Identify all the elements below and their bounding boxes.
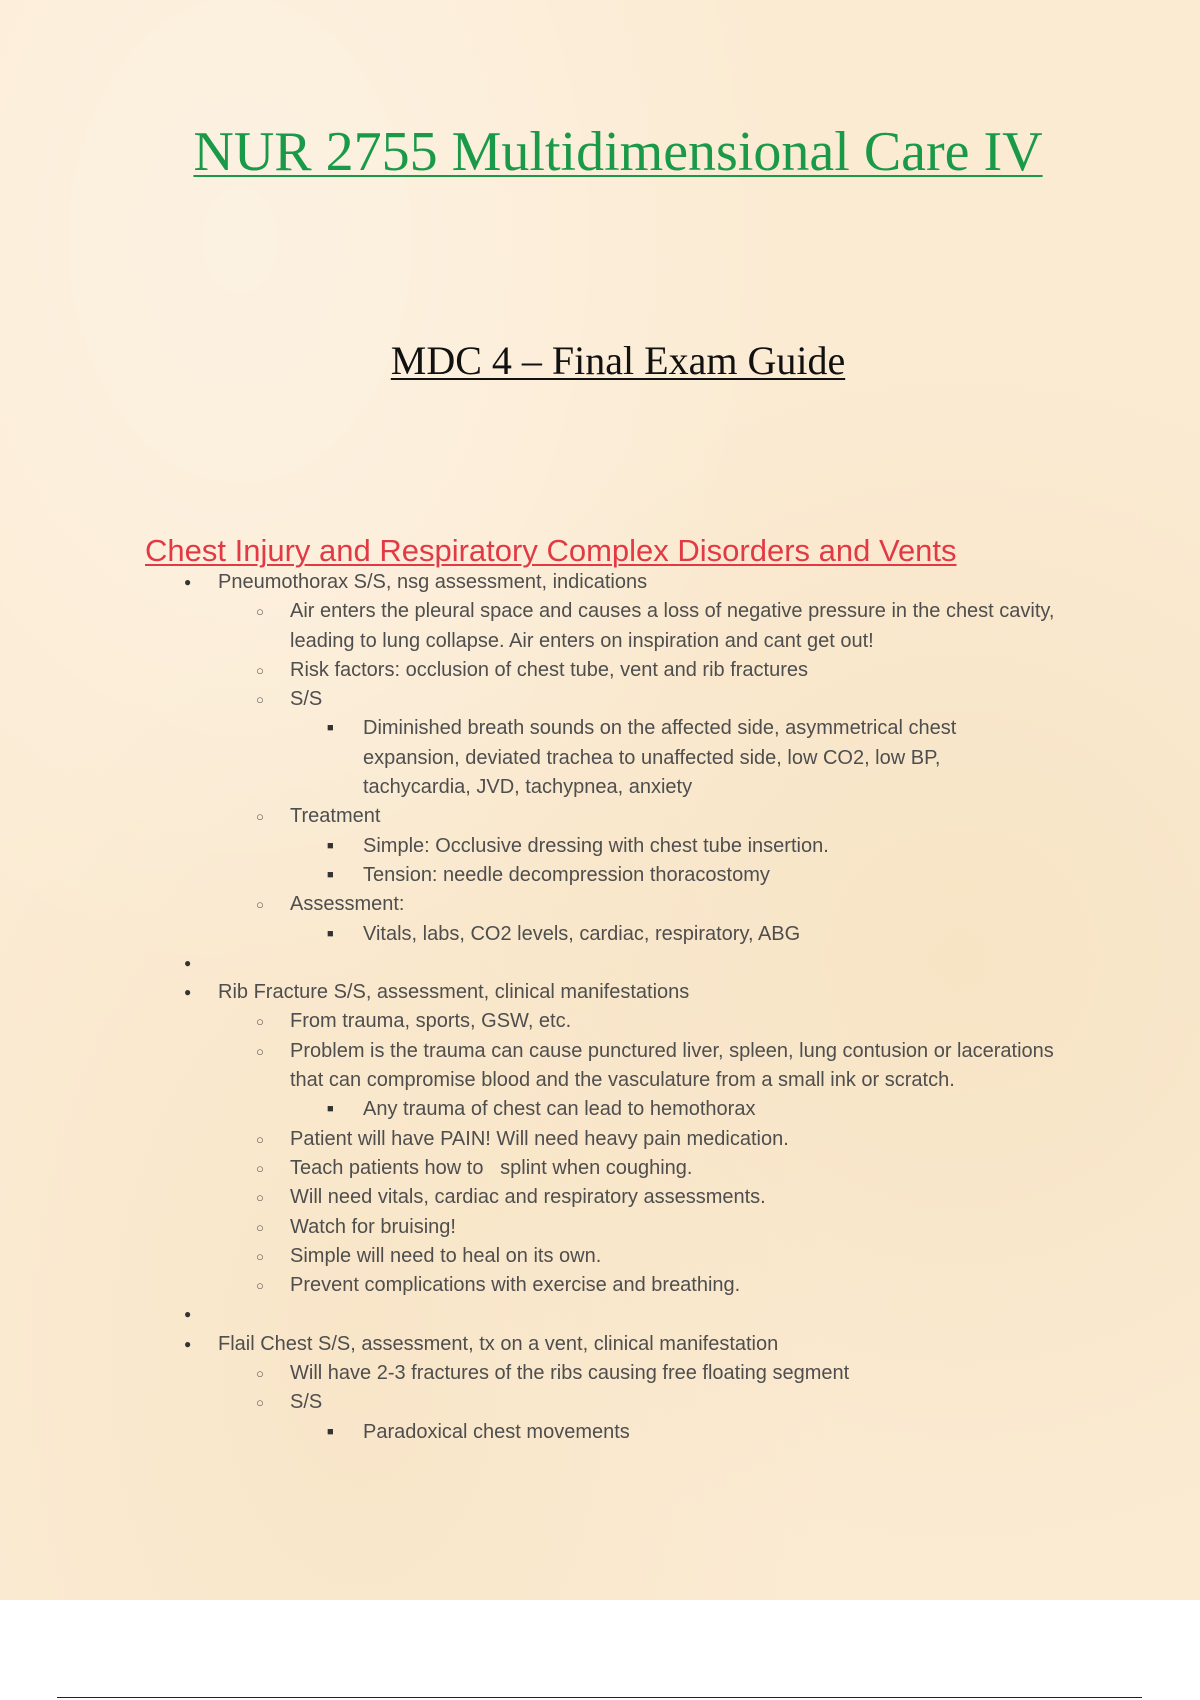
detail-text: Simple will need to heal on its own. xyxy=(290,1244,602,1267)
topic-heading: Flail Chest S/S, assessment, tx on a vent, clinical manifestation xyxy=(218,1332,779,1355)
sub-detail-text: Tension: needle decompression thoracostomy xyxy=(363,863,770,886)
detail-item xyxy=(0,1154,1076,1183)
detail-item xyxy=(0,1037,1076,1125)
detail-text: Will need vitals, cardiac and respiratory assessments. xyxy=(290,1186,766,1209)
sub-detail-text: Paradoxical chest movements xyxy=(363,1420,630,1443)
sub-detail-list xyxy=(0,832,1076,891)
detail-text: Prevent complications with exercise and breathing. xyxy=(290,1274,741,1297)
detail-text: S/S xyxy=(290,1391,323,1414)
detail-text: Assessment: xyxy=(290,893,405,916)
detail-text: S/S xyxy=(290,688,323,711)
topic-heading: Pneumothorax S/S, nsg assessment, indications xyxy=(218,571,648,593)
detail-item xyxy=(0,1271,1076,1300)
document-subtitle: MDC 4 – Final Exam Guide xyxy=(390,338,846,383)
detail-item xyxy=(0,1388,1076,1447)
sub-detail-list xyxy=(0,920,1076,949)
detail-list xyxy=(0,1007,1078,1300)
spacer xyxy=(0,1300,860,1329)
detail-list xyxy=(0,597,1078,949)
sub-detail-text: Any trauma of chest can lead to hemothorax xyxy=(363,1098,756,1121)
sub-detail-text: Simple: Occlusive dressing with chest tube insertion. xyxy=(363,834,829,857)
detail-item xyxy=(0,685,1076,802)
sub-detail-text: Diminished breath sounds on the affected side, asymmetrical chest expansion, deviated trachea to unaffected side, low CO2, low BP, tachycardia, JVD, tachypnea, anxiety xyxy=(363,717,957,799)
detail-item xyxy=(0,1359,1076,1388)
detail-item xyxy=(0,890,1076,949)
detail-item xyxy=(0,1242,1076,1271)
sub-detail-list xyxy=(0,1418,1076,1447)
spacer xyxy=(0,949,860,978)
detail-text: Problem is the trauma can cause punctured liver, spleen, lung contusion or lacerations that can compromise blood and the vasculature from a small ink or scratch. xyxy=(290,1039,1054,1092)
detail-item xyxy=(0,656,1076,685)
sub-detail-item xyxy=(0,714,1023,802)
footer-divider xyxy=(57,1697,1142,1698)
sub-detail-item xyxy=(0,1418,1023,1447)
detail-list xyxy=(0,1359,1078,1447)
sub-detail-item xyxy=(0,832,1023,861)
detail-text: Will have 2-3 fractures of the ribs causing free floating segment xyxy=(290,1362,850,1385)
detail-text: Watch for bruising! xyxy=(290,1215,456,1238)
topic-rib-fracture xyxy=(0,978,1078,1300)
detail-text: Teach patients how to splint when coughing. xyxy=(290,1156,693,1179)
sub-detail-item xyxy=(0,1095,1023,1124)
detail-item xyxy=(0,1007,1076,1036)
detail-text: Patient will have PAIN! Will need heavy pain medication. xyxy=(290,1127,789,1150)
sub-detail-text: Vitals, labs, CO2 levels, cardiac, respiratory, ABG xyxy=(363,922,801,945)
topic-flail-chest xyxy=(0,1330,1078,1447)
detail-item xyxy=(0,1183,1076,1212)
page-title: NUR 2755 Multidimensional Care IV xyxy=(193,121,1043,183)
detail-text: From trauma, sports, GSW, etc. xyxy=(290,1010,572,1033)
detail-item xyxy=(0,597,1076,656)
detail-item xyxy=(0,802,1076,890)
sub-detail-list xyxy=(0,714,1076,802)
detail-text: Air enters the pleural space and causes a loss of negative pressure in the chest cavity, leading to lung collapse. Air enters on inspiration and cant get out! xyxy=(290,600,1055,652)
detail-item xyxy=(0,1213,1076,1242)
topic-heading: Rib Fracture S/S, assessment, clinical manifestations xyxy=(218,981,690,1004)
topic-list xyxy=(0,568,1200,1447)
detail-text: Risk factors: occlusion of chest tube, vent and rib fractures xyxy=(290,658,809,681)
detail-item xyxy=(0,1125,1076,1154)
section-heading: Chest Injury and Respiratory Complex Disorders and Vents xyxy=(145,533,957,568)
detail-text: Treatment xyxy=(290,805,381,828)
topic-pneumothorax xyxy=(0,568,1078,949)
sub-detail-list xyxy=(0,1095,1076,1124)
outline-content xyxy=(0,568,1200,1447)
sub-detail-item xyxy=(0,861,1023,890)
sub-detail-item xyxy=(0,920,1023,949)
